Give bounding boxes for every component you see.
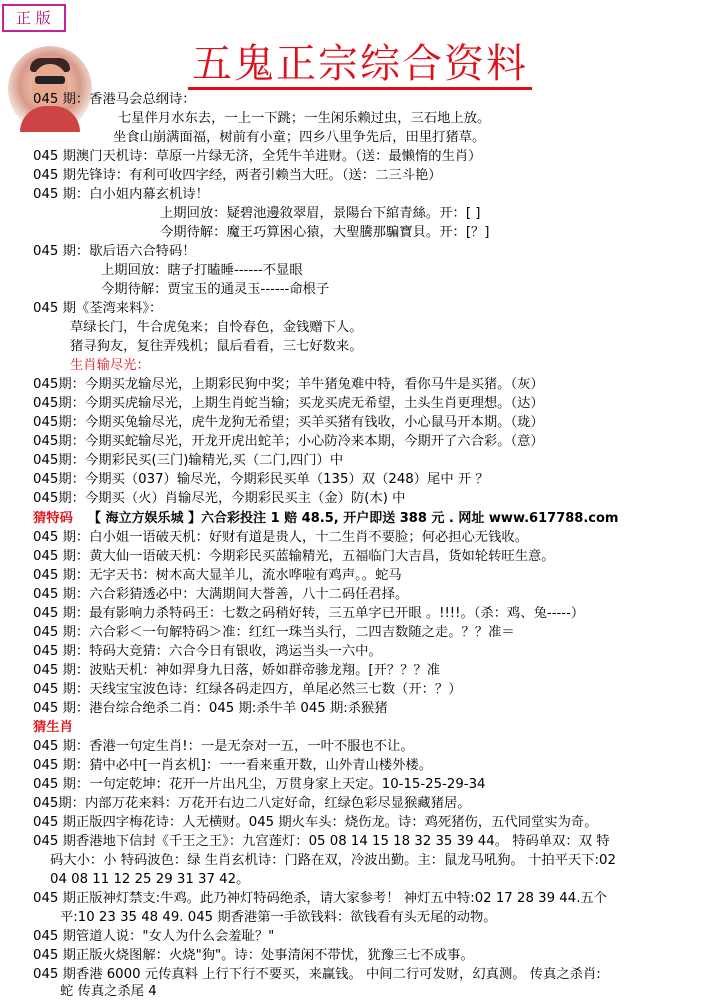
text-line: 045 期：一句定乾坤：花开一片出凡尘，万贯身家上天定。10-15-25-29-34 [33, 777, 486, 792]
text-line: 草绿长门，牛合虎兔来；自怜春色，金钱赠下人。 [70, 320, 363, 335]
text-line: 045 期：六合彩＜一句解特码＞准：红红一珠当头行，二四吉数随之走。？？准＝ [33, 625, 515, 640]
text-line: 七星伴月水东去，一上一下跳；一生闲乐赖过虫，三石地上放。 [118, 111, 491, 126]
text-line: 045 期正版火烧图解：火烧"狗"。诗：处事清闲不带忧，犹豫三七不成事。 [33, 948, 474, 963]
text-line: 045 期香港 6000 元传真料 上行下行不要买，来赢钱。 中间二行可发财，幻真测。 传真之杀肖: [33, 967, 601, 982]
text-line: 平:10 23 35 48 49. 045 期香港第一手欲钱料：欲钱看有头无尾的动物。 [60, 910, 497, 925]
text-line: 045 期澳门天机诗：草原一片绿无济，全凭牛羊进财。（送：最懒惰的生肖） [33, 149, 482, 164]
text-line: 045期：今期买虎输尽光，上期生肖蛇当输；买龙买虎无希望，土头生肖更理想。（达） [33, 396, 544, 411]
text-line: 上期回放：瞎子打瞌睡------不显眼 [101, 263, 303, 278]
text-line: 045 期：港台综合绝杀二肖：045 期:杀牛羊 045 期:杀猴猪 [33, 701, 388, 716]
text-line: 045 期：白小姐内幕玄机诗！ [33, 187, 209, 202]
text-line: 045 期：无字天书：树木高大显羊儿，流水哗啦有鸡声。。蛇马 [33, 568, 402, 583]
text-line: 今期待解：贾宝玉的通灵玉------命根子 [101, 282, 330, 297]
text-line: 045期：今期买（037）输尽光，今期彩民买单（135）双（248）尾中 开 ？ [33, 472, 489, 487]
text-line: 045期：今期买兔输尽光，虎牛龙狗无希望；买羊买猪有钱收，小心鼠马开本期。（珑） [33, 415, 544, 430]
text-line: 今期待解：魔王巧算困心猿，大聖騰那騙寶貝。开：[？] [160, 225, 490, 240]
text-line: 045 期：六合彩猜透必中：大满期间大誉善，八十二码任君择。 [33, 587, 409, 602]
text-line: 045期：内部万花来料：万花开右边二八定好命，红绿色彩尽显猴藏猪居。 [33, 796, 471, 811]
text-line: 04 08 11 12 25 29 31 37 42。 [50, 872, 250, 887]
text-line: 045 期：特码大竞猜：六合今日有银收，鸿运当头一六中。 [33, 644, 382, 659]
text-line: 045 期先锋诗：有利可收四字经，两者引赖当大旺。（送：二三斗艳） [33, 168, 442, 183]
page-title: 五鬼正宗综合资料 [0, 32, 720, 89]
text-line: 045 期《荃湾来料》： [33, 301, 163, 316]
text-line: 蛇 传真之杀尾 4 [60, 984, 157, 999]
text-line: 045 期：白小姐一语破天机：好财有道是贵人，十二生肖不要脸；何必担心无钱收。 [33, 530, 528, 545]
text-line: 045 期管道人说："女人为什么会羞耻？" [33, 929, 275, 944]
text-line: 045 期：歇后语六合特码！ [33, 244, 196, 259]
text-line: 045 期正版神灯禁支:牛鸡。此乃神灯特码绝杀，请大家参考！ 神灯五中特:02 17 28 39 44.五个 [33, 891, 608, 906]
edition-badge: 正 版 [2, 4, 66, 32]
ad-banner-link[interactable]: 【 海立方娱乐城 】六合彩投注 1 赔 48.5, 开户即送 388 元 . 网址 www.617788.com [88, 511, 619, 526]
text-line: 045 期：黄大仙一语破天机：今期彩民买蓝输精光，五福临门大吉昌，货如轮转旺生意。 [33, 549, 555, 564]
section-heading: 生肖输尽光： [70, 358, 150, 373]
section-heading: 猜生肖 [33, 720, 73, 735]
text-line: 045期：今期买蛇输尽光，开龙开虎出蛇羊；小心防冷来本期，今期开了六合彩。（意） [33, 434, 544, 449]
text-line: 045 期：香港一句定生肖!：一是无奈对一五，一叶不服也不让。 [33, 739, 414, 754]
text-line: 码大小：小 特码波色：绿 生肖玄机诗：门路在双，冷波出勤。主：鼠龙马吼狗。 十拍平天下:02 [50, 853, 616, 868]
text-line: 045 期：猜中必中[一肖玄机]：一一看来重开数，山外青山楼外楼。 [33, 758, 432, 773]
section-heading: 猜特码 [33, 511, 73, 526]
text-line: 045期：今期彩民买(三门)输精光,买（二门,四门）中 [33, 453, 344, 468]
text-line: 上期回放：疑碧池邊敘翠眉，景陽台下綰青絲。开：[ ] [160, 206, 481, 221]
text-line: 坐食山崩满面福，树前有小童；四乡八里争先后，田里打猪草。 [113, 130, 486, 145]
text-line: 045 期：最有影响力杀特码王：七数之码稍好转，三五单字已开眼 。!!!!。（杀：鸡、兔-----） [33, 606, 585, 621]
text-line: 045 期正版四字梅花诗：人无横财。045 期火车头：烧伤龙。诗：鸡死猪伤，五代同堂实为奇。 [33, 815, 598, 830]
text-line: 045 期：波贴天机：神如羿身九日落，娇如群帝骖龙翔。[开？？？准 [33, 663, 441, 678]
text-line: 045 期：天线宝宝波色诗：红绿各码走四方，单尾必然三七数（开：？） [33, 682, 462, 697]
text-line: 045 期：香港马会总纲诗： [33, 92, 196, 107]
text-line: 045期：今期买龙输尽光，上期彩民狗中奖；羊牛猪兔难中特，看你马牛是买猪。（灰） [33, 377, 544, 392]
text-line: 045 期香港地下信封《千王之王》：九宫莲灯：05 08 14 15 18 32 35 39 44。 特码单双：双 特 [33, 834, 610, 849]
text-line: 045期：今期买（火）肖输尽光，今期彩民买主（金）防(木) 中 [33, 491, 406, 506]
text-line: 猪寻狗友，复往弄残机；鼠后看看，三七好数来。 [70, 339, 363, 354]
